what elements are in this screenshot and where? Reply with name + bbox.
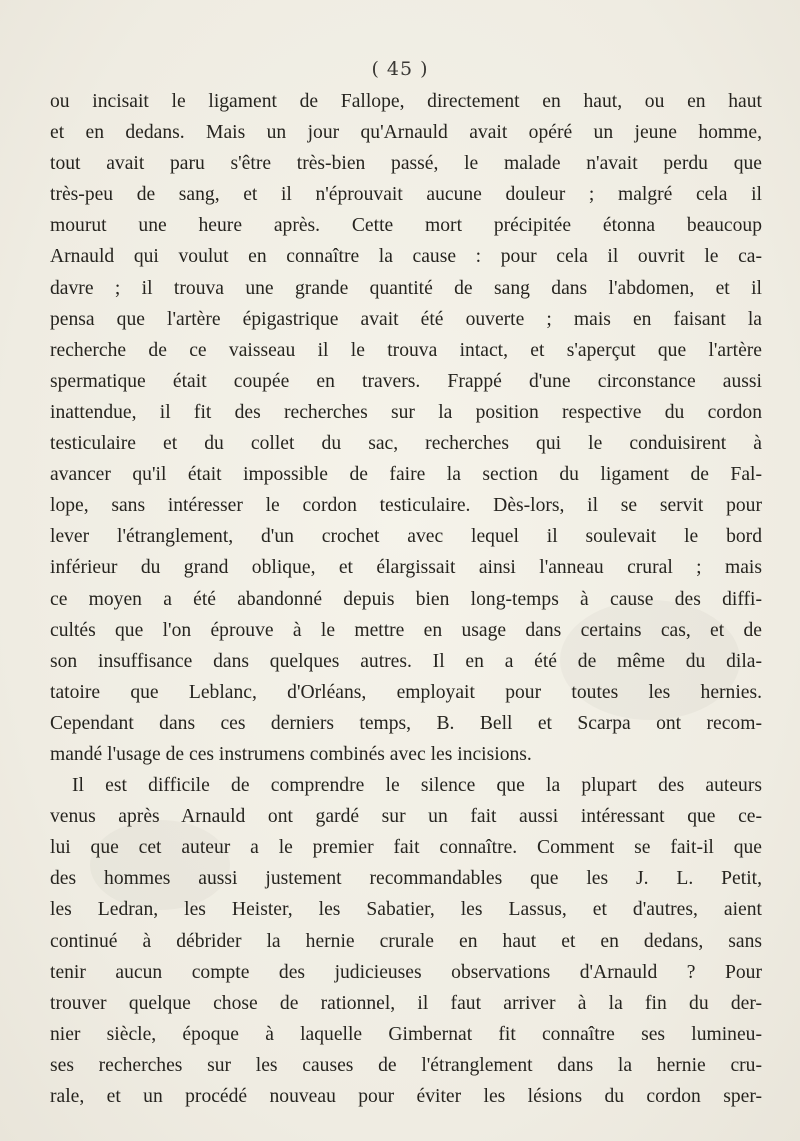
text-line: inférieur du grand oblique, et élargissait ainsi l'anneau crural ; mais <box>50 557 762 579</box>
text-line: lope, sans intéresser le cordon testiculaire. Dès-lors, il se servit pour <box>50 495 762 517</box>
text-line: nier siècle, époque à laquelle Gimbernat fit connaître ses lumineu- <box>50 1023 762 1045</box>
text-line: mourut une heure après. Cette mort précipitée étonna beaucoup <box>50 215 762 237</box>
text-line: Arnauld qui voulut en connaître la cause : pour cela il ouvrit le ca- <box>50 246 762 268</box>
text-line: très-peu de sang, et il n'éprouvait aucune douleur ; malgré cela il <box>50 184 762 206</box>
text-line: son insuffisance dans quelques autres. Il en a été de même du dila- <box>50 650 762 672</box>
text-line: mandé l'usage de ces instrumens combinés avec les incisions. <box>50 743 532 765</box>
text-line: avancer qu'il était impossible de faire la section du ligament de Fal- <box>50 464 762 486</box>
text-line: venus après Arnauld ont gardé sur un fait aussi intéressant que ce- <box>50 806 762 828</box>
text-line: continué à débrider la hernie crurale en haut et en dedans, sans <box>50 930 762 952</box>
text-line: trouver quelque chose de rationnel, il faut arriver à la fin du der- <box>50 992 762 1014</box>
text-line: Il est difficile de comprendre le silence que la plupart des auteurs <box>72 775 762 797</box>
page-number: ( 45 ) <box>371 58 429 80</box>
text-line: tenir aucun compte des judicieuses observations d'Arnauld ? Pour <box>50 961 762 983</box>
text-line: inattendue, il fit des recherches sur la position respective du cordon <box>50 401 762 423</box>
text-line: recherche de ce vaisseau il le trouva intact, et s'aperçut que l'artère <box>50 339 762 361</box>
text-line: tatoire que Leblanc, d'Orléans, employait pour toutes les hernies. <box>50 681 762 703</box>
text-line: davre ; il trouva une grande quantité de sang dans l'abdomen, et il <box>50 277 762 299</box>
text-line: et en dedans. Mais un jour qu'Arnauld avait opéré un jeune homme, <box>50 122 762 144</box>
text-line: pensa que l'artère épigastrique avait été ouverte ; mais en faisant la <box>50 308 762 330</box>
text-line: cultés que l'on éprouve à le mettre en usage dans certains cas, et de <box>50 619 762 641</box>
text-line: des hommes aussi justement recommandables que les J. L. Petit, <box>50 868 762 890</box>
body-text <box>50 86 762 1112</box>
text-line: tout avait paru s'être très-bien passé, le malade n'avait perdu que <box>50 153 762 175</box>
text-line: ses recherches sur les causes de l'étranglement dans la hernie cru- <box>50 1054 762 1076</box>
text-line: testiculaire et du collet du sac, recherches qui le conduisirent à <box>50 433 762 455</box>
text-line: ou incisait le ligament de Fallope, directement en haut, ou en haut <box>50 91 762 112</box>
text-line: Cependant dans ces derniers temps, B. Bell et Scarpa ont recom- <box>50 712 762 734</box>
text-line: les Ledran, les Heister, les Sabatier, les Lassus, et d'autres, aient <box>50 899 762 921</box>
text-line: lui que cet auteur a le premier fait connaître. Comment se fait-il que <box>50 837 762 859</box>
text-line: ce moyen a été abandonné depuis bien long-temps à cause des diffi- <box>50 588 762 610</box>
text-line: lever l'étranglement, d'un crochet avec lequel il soulevait le bord <box>50 526 762 548</box>
text-line: rale, et un procédé nouveau pour éviter les lésions du cordon sper- <box>50 1086 762 1107</box>
text-line: spermatique était coupée en travers. Frappé d'une circonstance aussi <box>50 370 762 392</box>
